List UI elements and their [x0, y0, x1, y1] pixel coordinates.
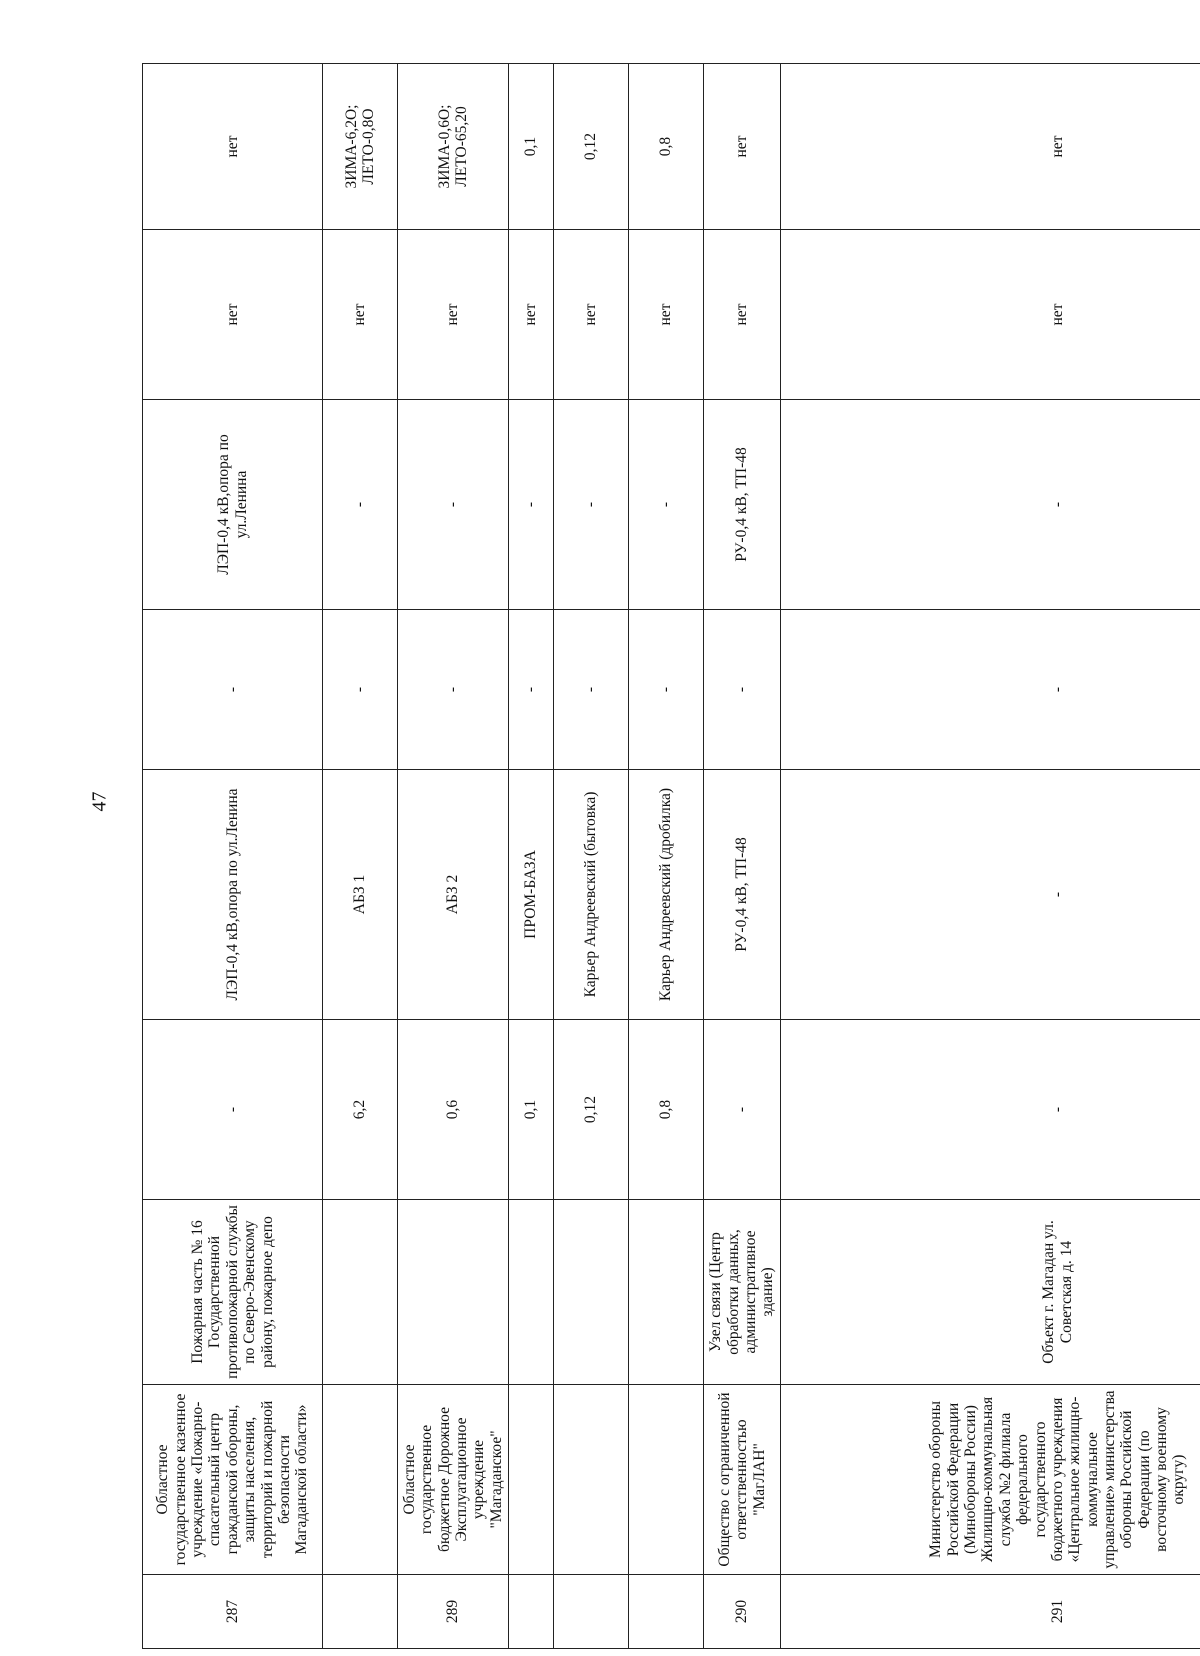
value-cell: нет — [780, 230, 1200, 400]
value-cell: - — [554, 610, 629, 770]
owner-cell — [629, 1385, 704, 1575]
power-cell: 0,6 — [398, 1020, 509, 1200]
connection-point-cell: ЛЭП-0,4 кВ,опора по ул.Ленина — [143, 770, 323, 1020]
value-cell: нет — [509, 230, 554, 400]
connection-point-cell: - — [398, 400, 509, 610]
value-cell: нет — [780, 64, 1200, 230]
table-row — [143, 64, 323, 1649]
table-row — [509, 64, 554, 1649]
value-cell: нет — [143, 230, 323, 400]
row-number — [509, 1575, 554, 1649]
power-cell: 0,8 — [629, 1020, 704, 1200]
power-cell: 6,2 — [323, 1020, 398, 1200]
value-cell: - — [780, 610, 1200, 770]
owner-cell — [554, 1385, 629, 1575]
row-number: 289 — [398, 1575, 509, 1649]
value-cell: нет — [704, 64, 780, 230]
row-number: 290 — [704, 1575, 780, 1649]
object-cell — [629, 1200, 704, 1385]
value-cell: нет — [554, 230, 629, 400]
connection-point-cell: Карьер Андреевский (бытовка) — [554, 770, 629, 1020]
power-cell: 0,12 — [554, 1020, 629, 1200]
value-cell: - — [629, 610, 704, 770]
table-row — [704, 64, 780, 1649]
row-number: 291 — [780, 1575, 1200, 1649]
owner-cell: Общество с ограниченной ответственностью "МагЛАН" — [704, 1385, 780, 1575]
object-cell — [554, 1200, 629, 1385]
value-cell: - — [398, 610, 509, 770]
object-cell: Объект г. Магадан ул. Советская д. 14 — [780, 1200, 1200, 1385]
table-row — [323, 64, 398, 1649]
owner-cell: Министерство обороны Российской Федерации (Минобороны России) Жилищно-коммунальная служба №2 филиала федерального государственного бюджетного учреждения «Центральное жилищно-коммунальное управление» министерства обороны Российской Федерации (по восточному военному округу) — [780, 1385, 1200, 1575]
value-cell: 0,8 — [629, 64, 704, 230]
connection-point-cell: Карьер Андреевский (дробилка) — [629, 770, 704, 1020]
value-cell: нет — [398, 230, 509, 400]
rotated-page-content — [142, 64, 1200, 1649]
connection-point-cell: - — [323, 400, 398, 610]
connection-point-cell: АБЗ 1 — [323, 770, 398, 1020]
value-cell: - — [143, 610, 323, 770]
connection-point-cell: - — [554, 400, 629, 610]
value-cell: ЗИМА-6,2О; ЛЕТО-0,8О — [323, 64, 398, 230]
connection-point-cell: РУ-0,4 кВ, ТП-48 — [704, 400, 780, 610]
row-number — [323, 1575, 398, 1649]
value-cell: 0,1 — [509, 64, 554, 230]
value-cell: нет — [323, 230, 398, 400]
power-cell: - — [704, 1020, 780, 1200]
connection-point-cell: - — [780, 400, 1200, 610]
object-cell: Узел связи (Центр обработки данных, административное здание) — [704, 1200, 780, 1385]
power-cell: 0,1 — [509, 1020, 554, 1200]
object-cell — [398, 1200, 509, 1385]
connection-point-cell: АБЗ 2 — [398, 770, 509, 1020]
value-cell: - — [509, 610, 554, 770]
object-cell — [323, 1200, 398, 1385]
owner-cell: Областное государственное казенное учреждение «Пожарно-спасательный центр гражданской обороны, защиты населения, территорий и пожарной безопасности Магаданской области» — [143, 1385, 323, 1575]
page-number: 47 — [88, 791, 111, 812]
connection-point-cell: - — [780, 770, 1200, 1020]
value-cell: 0,12 — [554, 64, 629, 230]
connection-point-cell: РУ-0,4 кВ, ТП-48 — [704, 770, 780, 1020]
table-row — [554, 64, 629, 1649]
objects-table — [142, 63, 1200, 1649]
connection-point-cell: - — [629, 400, 704, 610]
row-number — [554, 1575, 629, 1649]
connection-point-cell: ЛЭП-0,4 кВ,опора по ул.Ленина — [143, 400, 323, 610]
connection-point-cell: ПРОМ-БАЗА — [509, 770, 554, 1020]
power-cell: - — [780, 1020, 1200, 1200]
value-cell: - — [704, 610, 780, 770]
owner-cell — [323, 1385, 398, 1575]
table-row — [629, 64, 704, 1649]
value-cell: - — [323, 610, 398, 770]
connection-point-cell: - — [509, 400, 554, 610]
row-number: 287 — [143, 1575, 323, 1649]
row-number — [629, 1575, 704, 1649]
value-cell: нет — [143, 64, 323, 230]
value-cell: нет — [704, 230, 780, 400]
table-row — [780, 64, 1200, 1649]
owner-cell — [509, 1385, 554, 1575]
table-row — [398, 64, 509, 1649]
object-cell — [509, 1200, 554, 1385]
object-cell: Пожарная часть № 16 Государственной противопожарной службы по Северо-Эвенскому району, пожарное депо — [143, 1200, 323, 1385]
value-cell: нет — [629, 230, 704, 400]
value-cell: ЗИМА-0,6О; ЛЕТО-65,20 — [398, 64, 509, 230]
owner-cell: Областное государственное бюджетное Дорожное Эксплуатационное учреждение "Магаданское" — [398, 1385, 509, 1575]
power-cell: - — [143, 1020, 323, 1200]
